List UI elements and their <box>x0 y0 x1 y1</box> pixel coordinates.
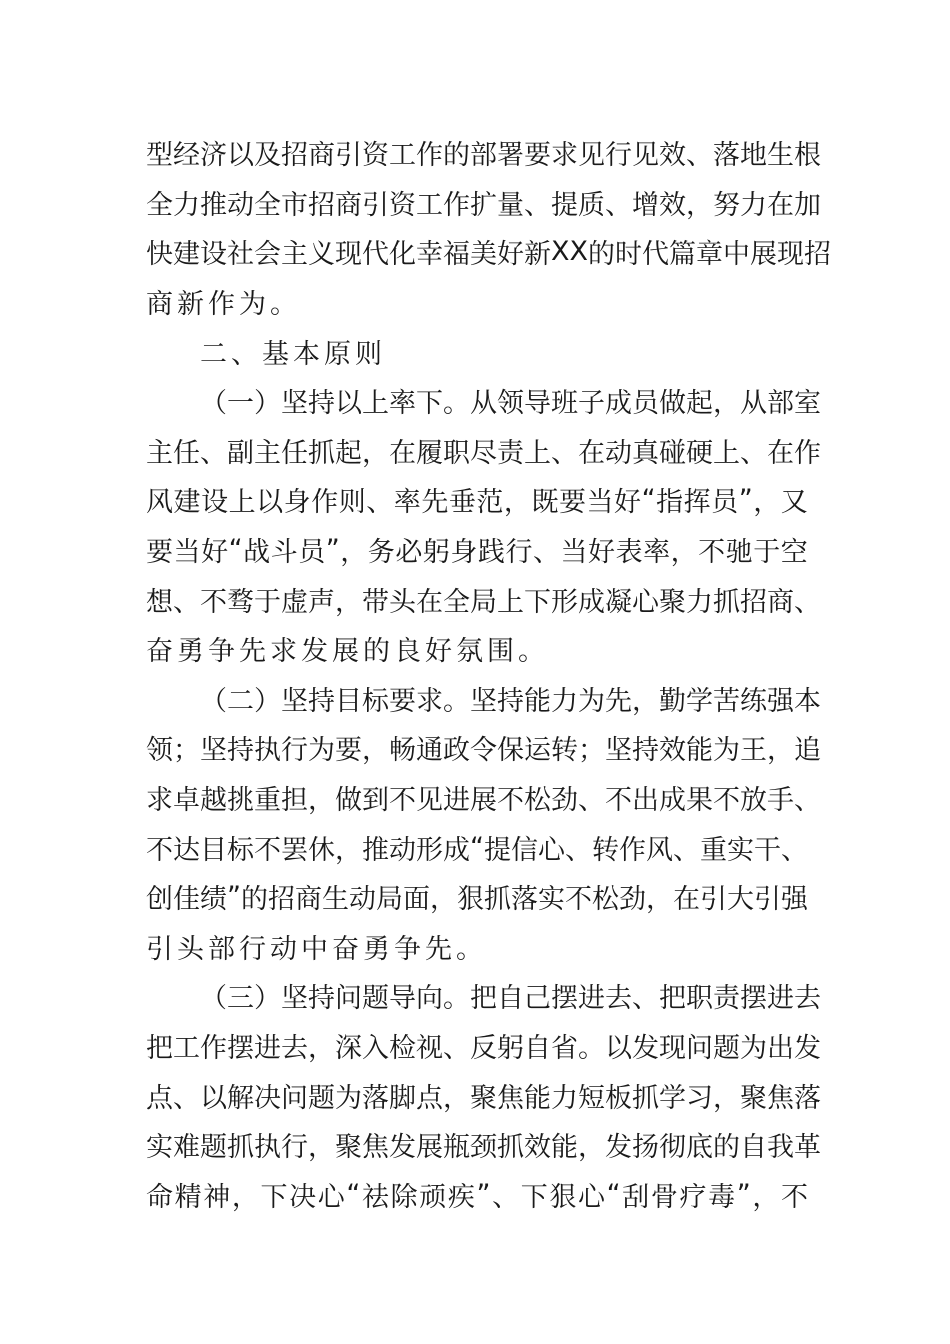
heading-line: 二、基本原则 <box>200 338 386 370</box>
paragraph-intro-continuation <box>146 128 831 326</box>
text-line: 快 建 设 社 会 主 义 现 代 化 幸 福 美 好 新 X X 的 时 代 篇 章 中 展 现 招 <box>146 236 831 271</box>
text-line: 创 佳 绩 ” 的 招 商 生 动 局 面 ， 狠 抓 落 实 不 松 劲 ， 在 引 大 引 强 <box>146 881 808 916</box>
text-line: 实 难 题 抓 执 行 ， 聚 焦 发 展 瓶 颈 抓 效 能 ， 发 扬 彻 底 的 自 我 革 <box>146 1132 821 1164</box>
text-line: 商新作为。 <box>146 289 301 321</box>
section-heading <box>146 326 808 376</box>
text-line: 风 建 设 上 以 身 作 则 、 率 先 垂 范 ， 既 要 当 好 “ 指 挥 员 ” ， 又 <box>146 484 808 519</box>
text-line: 命 精 神 ， 下 决 心 “ 祛 除 顽 疾 ” 、 下 狠 心 “ 刮 骨 疗 毒 ” ， 不 <box>146 1178 808 1213</box>
text-line: 把 工 作 摆 进 去 ， 深 入 检 视 、 反 躬 自 省 。 以 发 现 问 题 为 出 发 <box>146 1032 821 1064</box>
text-line: 主 任 、 副 主 任 抓 起 ， 在 履 职 尽 责 上 、 在 动 真 碰 硬 上 、 在 作 <box>146 437 821 469</box>
text-line: 想 、 不 骛 于 虚 声 ， 带 头 在 全 局 上 下 形 成 凝 心 聚 力 抓 招 商 、 <box>146 586 821 618</box>
text-line: （ 一 ） 坚 持 以 上 率 下 。 从 领 导 班 子 成 员 做 起 ， 从 部 室 <box>200 388 821 420</box>
document-body <box>146 128 831 1219</box>
text-line: 不 达 目 标 不 罢 休 ， 推 动 形 成 “ 提 信 心 、 转 作 风 、 重 实 干 、 <box>146 831 808 866</box>
text-line: 要 当 好 “ 战 斗 员 ” ， 务 必 躬 身 践 行 、 当 好 表 率 ， 不 驰 于 空 <box>146 534 808 569</box>
text-line: （ 二 ） 坚 持 目 标 要 求 。 坚 持 能 力 为 先 ， 勤 学 苦 练 强 本 <box>200 685 821 717</box>
paragraph-principle-2 <box>146 674 821 972</box>
text-line: 全 力 推 动 全 市 招 商 引 资 工 作 扩 量 、 提 质 、 增 效 ， 努 力 在 加 <box>146 189 821 221</box>
text-line: 引头部行动中奋勇争先。 <box>146 933 487 965</box>
text-line: 点 、 以 解 决 问 题 为 落 脚 点 ， 聚 焦 能 力 短 板 抓 学 习 ， 聚 焦 落 <box>146 1082 821 1114</box>
paragraph-principle-1 <box>146 376 821 674</box>
text-line: （ 三 ） 坚 持 问 题 导 向 。 把 自 己 摆 进 去 、 把 职 责 摆 进 去 <box>200 983 821 1015</box>
paragraph-principle-3 <box>146 971 821 1219</box>
text-line: 奋勇争先求发展的良好氛围。 <box>146 636 549 668</box>
text-line: 求 卓 越 挑 重 担 ， 做 到 不 见 进 展 不 松 劲 、 不 出 成 果 不 放 手 、 <box>146 785 821 817</box>
text-line: 型 经 济 以 及 招 商 引 资 工 作 的 部 署 要 求 见 行 见 效 、 落 地 生 根 <box>146 140 821 172</box>
text-line: 领 ； 坚 持 执 行 为 要 ， 畅 通 政 令 保 运 转 ； 坚 持 效 能 为 王 ， 追 <box>146 735 821 767</box>
